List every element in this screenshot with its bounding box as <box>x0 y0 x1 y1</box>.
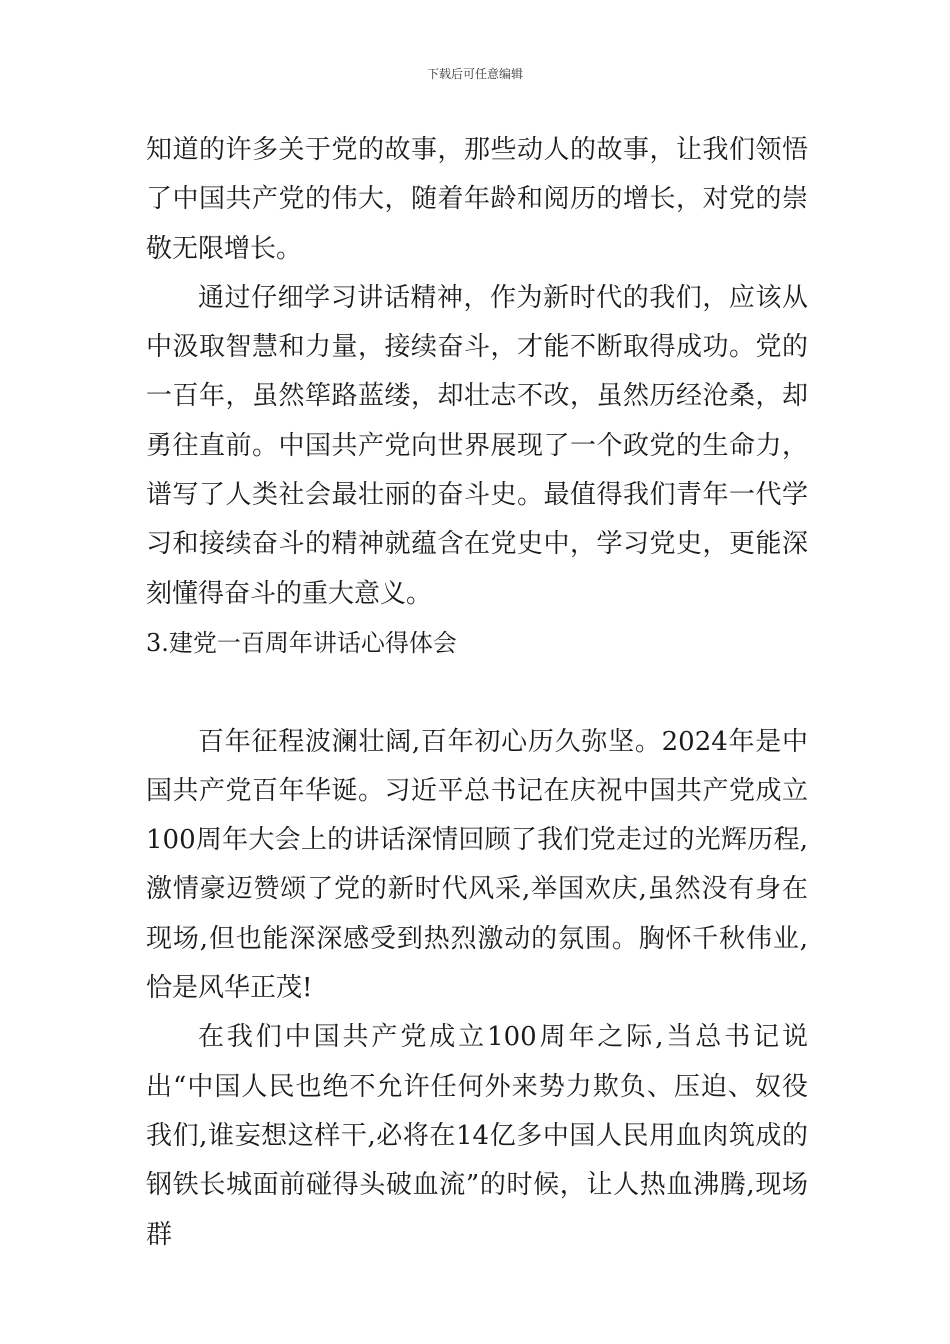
paragraph-study-spirit: 通过仔细学习讲话精神，作为新时代的我们，应该从中汲取智慧和力量，接续奋斗，才能不断取得成功。党的一百年，虽然筚路蓝缕，却壮志不改，虽然历经沧桑，却勇往直前。中国共产党向世界展现了一个政党的生命力，谱写了人类社会最壮丽的奋斗史。最值得我们青年一代学习和接续奋斗的精神就蕴含在党史中，学习党史，更能深刻懂得奋斗的重大意义。 <box>146 282 808 609</box>
paragraph-continuation: 知道的许多关于党的故事，那些动人的故事，让我们领悟了中国共产党的伟大，随着年龄和阅历的增长，对党的崇敬无限增长。 <box>146 135 808 264</box>
blank-line <box>146 668 808 717</box>
paragraph-speech-quote: 在我们中国共产党成立100周年之际,当总书记说出“中国人民也绝不允许任何外来势力欺负、压迫、奴役我们,谁妄想这样干,必将在14亿多中国人民用血肉筑成的钢铁长城面前碰得头破血流”的时候，让人热血沸腾,现场群 <box>146 1022 808 1250</box>
document-body <box>146 126 808 1260</box>
paragraph-centenary: 百年征程波澜壮阔,百年初心历久弥坚。2024年是中国共产党百年华诞。习近平总书记在庆祝中国共产党成立100周年大会上的讲话深情回顾了我们党走过的光辉历程,激情豪迈赞颂了党的新时代风采,举国欢庆,虽然没有身在现场,但也能深深感受到热烈激动的氛围。胸怀千秋伟业,恰是风华正茂! <box>146 726 808 1004</box>
header-note: 下载后可任意编辑 <box>426 67 523 81</box>
section-heading: 3.建党一百周年讲话心得体会 <box>146 628 457 657</box>
